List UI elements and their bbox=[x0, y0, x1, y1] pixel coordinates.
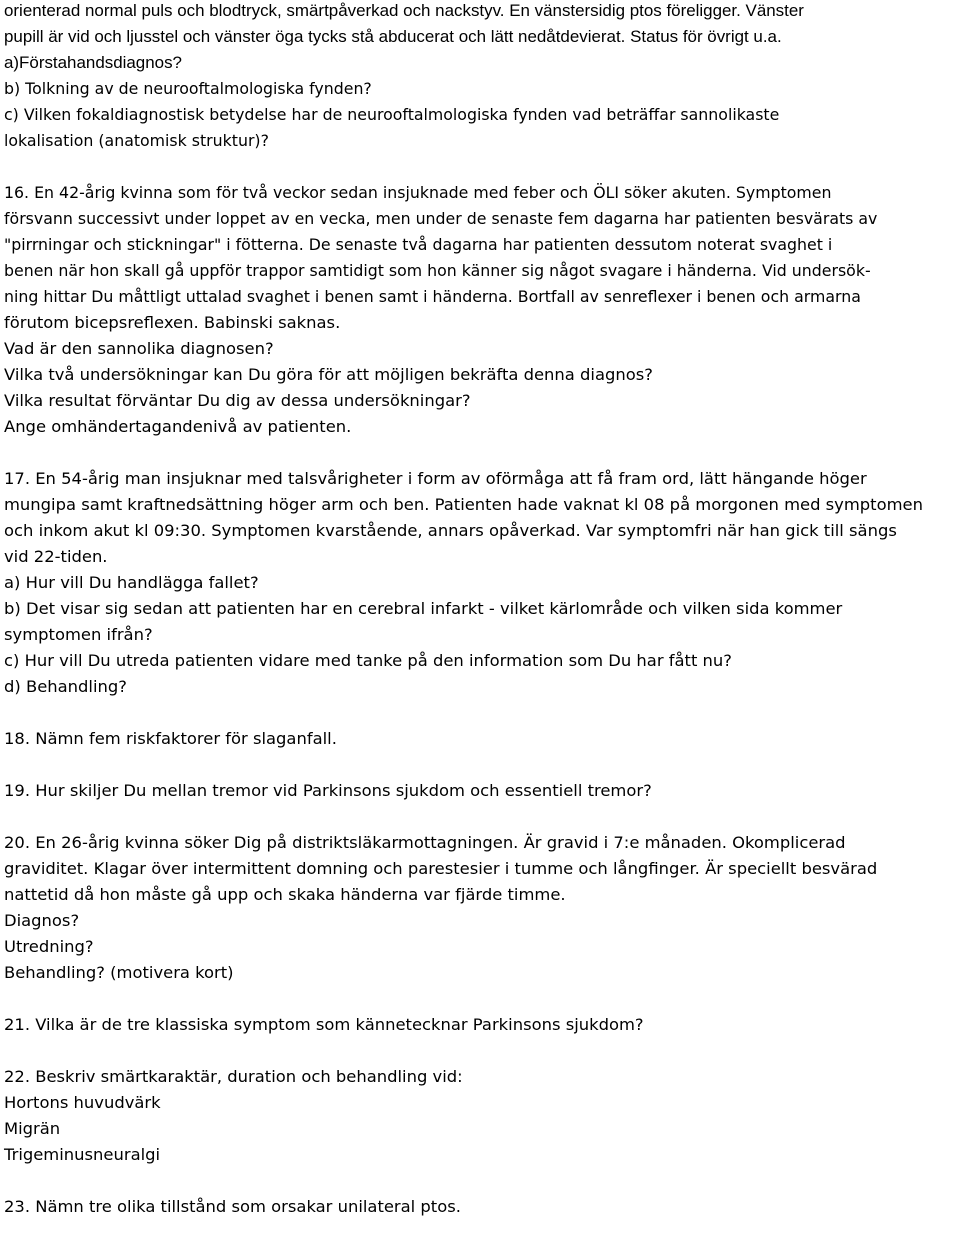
question-19 bbox=[4, 778, 956, 804]
intro-text-line: pupill är vid och ljusstel och vänster öga tycks stå abducerat och lätt nedåtdevierat. Status för övrigt u.a. bbox=[4, 27, 782, 46]
question-text-line: benen när hon skall gå uppför trappor samtidigt som hon känner sig något svagare i händerna. Vid undersök- bbox=[4, 261, 871, 280]
sub-question: d) Behandling? bbox=[4, 677, 127, 696]
intro-question-a: a)Förstahandsdiagnos? bbox=[4, 53, 182, 72]
intro-section bbox=[4, 0, 956, 154]
sub-question: symptomen ifrån? bbox=[4, 625, 153, 644]
document-page bbox=[4, 0, 956, 1220]
sub-question: Utredning? bbox=[4, 937, 94, 956]
paragraph-gap bbox=[4, 752, 956, 778]
intro-question-c: c) Vilken fokaldiagnostisk betydelse har de neurooftalmologiska fynden vad beträffar sannolikaste bbox=[4, 105, 780, 124]
sub-question: Diagnos? bbox=[4, 911, 80, 930]
question-text-line: 20. En 26-årig kvinna söker Dig på distriktsläkarmottagningen. Är gravid i 7:e månaden. Okomplicerad bbox=[4, 833, 846, 852]
question-22 bbox=[4, 1064, 956, 1168]
question-text-line: ning hittar Du måttligt uttalad svaghet i benen samt i händerna. Bortfall av senreflexer i benen och armarna bbox=[4, 287, 861, 306]
sub-question: Behandling? (motivera kort) bbox=[4, 963, 234, 982]
paragraph-gap bbox=[4, 700, 956, 726]
intro-question-c-cont: lokalisation (anatomisk struktur)? bbox=[4, 131, 269, 150]
question-text-line: nattetid då hon måste gå upp och skaka händerna var fjärde timme. bbox=[4, 885, 566, 904]
question-text-line: 21. Vilka är de tre klassiska symptom som kännetecknar Parkinsons sjukdom? bbox=[4, 1015, 644, 1034]
paragraph-gap bbox=[4, 986, 956, 1012]
sub-question: Vilka resultat förväntar Du dig av dessa undersökningar? bbox=[4, 391, 471, 410]
question-16 bbox=[4, 180, 956, 440]
sub-question: Vad är den sannolika diagnosen? bbox=[4, 339, 274, 358]
question-17 bbox=[4, 466, 956, 700]
sub-question: Ange omhändertagandenivå av patienten. bbox=[4, 417, 352, 436]
question-20 bbox=[4, 830, 956, 986]
intro-question-b: b) Tolkning av de neurooftalmologiska fynden? bbox=[4, 79, 372, 98]
question-text-line: "pirrningar och stickningar" i fötterna. De senaste två dagarna har patienten dessutom noterat svaghet i bbox=[4, 235, 833, 254]
question-text-line: och inkom akut kl 09:30. Symptomen kvarstående, annars opåverkad. Var symptomfri när han gick till sängs bbox=[4, 521, 897, 540]
intro-text-line: orienterad normal puls och blodtryck, smärtpåverkad och nackstyv. En vänstersidig ptos föreligger. Vänster bbox=[4, 1, 804, 20]
list-item: Hortons huvudvärk bbox=[4, 1093, 161, 1112]
question-text-line: 18. Nämn fem riskfaktorer för slaganfall. bbox=[4, 729, 337, 748]
question-text-line: graviditet. Klagar över intermittent domning och parestesier i tumme och långfinger. Är speciellt besvärad bbox=[4, 859, 878, 878]
question-23 bbox=[4, 1194, 956, 1220]
question-text-line: vid 22-tiden. bbox=[4, 547, 108, 566]
question-text-line: 16. En 42-årig kvinna som för två veckor sedan insjuknade med feber och ÖLI söker akuten. Symptomen bbox=[4, 183, 832, 202]
paragraph-gap bbox=[4, 1038, 956, 1064]
sub-question: c) Hur vill Du utreda patienten vidare med tanke på den information som Du har fått nu? bbox=[4, 651, 732, 670]
question-21 bbox=[4, 1012, 956, 1038]
list-item: Migrän bbox=[4, 1119, 61, 1138]
list-item: Trigeminusneuralgi bbox=[4, 1145, 161, 1164]
question-text-line: försvann successivt under loppet av en vecka, men under de senaste fem dagarna har patienten besvärats av bbox=[4, 209, 878, 228]
sub-question: b) Det visar sig sedan att patienten har en cerebral infarkt - vilket kärlområde och vilken sida kommer bbox=[4, 599, 843, 618]
question-text-line: 23. Nämn tre olika tillstånd som orsakar unilateral ptos. bbox=[4, 1197, 461, 1216]
paragraph-gap bbox=[4, 804, 956, 830]
question-text-line: 19. Hur skiljer Du mellan tremor vid Parkinsons sjukdom och essentiell tremor? bbox=[4, 781, 652, 800]
sub-question: Vilka två undersökningar kan Du göra för att möjligen bekräfta denna diagnos? bbox=[4, 365, 653, 384]
question-text-line: 22. Beskriv smärtkaraktär, duration och behandling vid: bbox=[4, 1067, 463, 1086]
sub-question: a) Hur vill Du handlägga fallet? bbox=[4, 573, 259, 592]
paragraph-gap bbox=[4, 1168, 956, 1194]
paragraph-gap bbox=[4, 154, 956, 180]
question-text-line: mungipa samt kraftnedsättning höger arm och ben. Patienten hade vaknat kl 08 på morgonen med symptomen bbox=[4, 495, 923, 514]
paragraph-gap bbox=[4, 440, 956, 466]
question-text-line: förutom bicepsreflexen. Babinski saknas. bbox=[4, 313, 341, 332]
question-18 bbox=[4, 726, 956, 752]
question-text-line: 17. En 54-årig man insjuknar med talsvårigheter i form av oförmåga att få fram ord, lätt hängande höger bbox=[4, 469, 867, 488]
